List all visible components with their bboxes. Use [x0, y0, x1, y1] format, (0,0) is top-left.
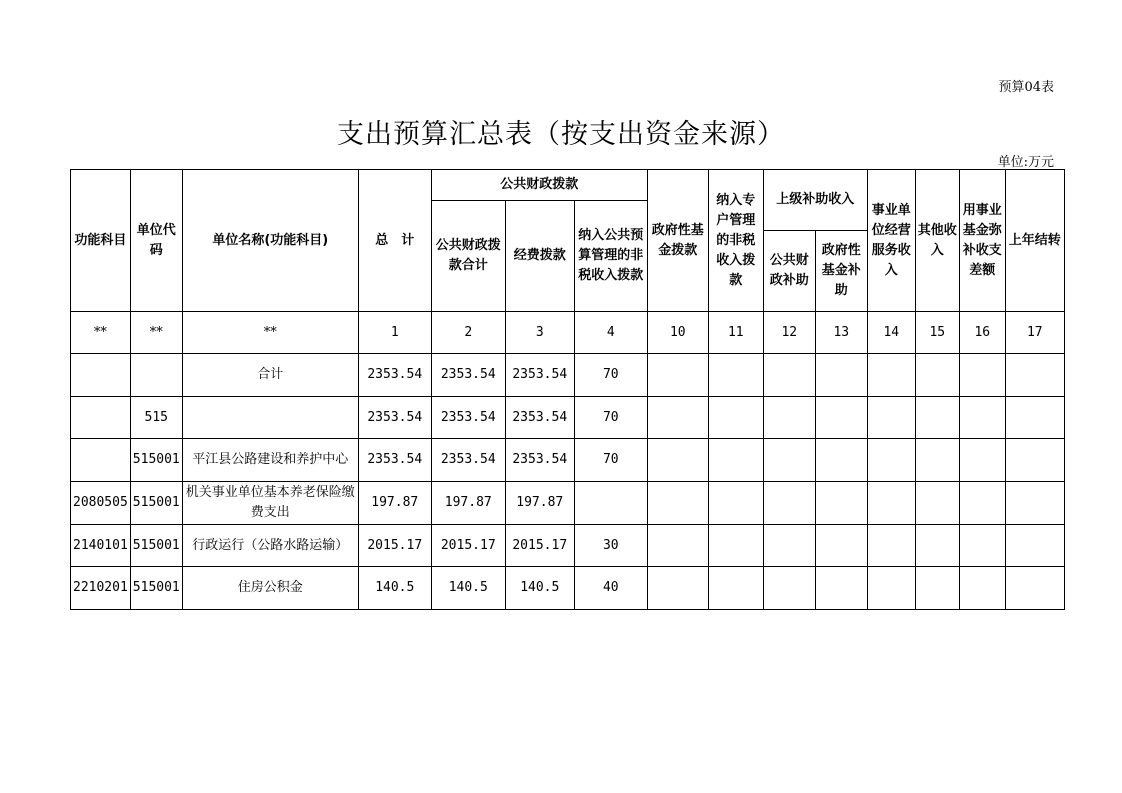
cell-pf-total: 2015.17: [431, 525, 505, 567]
cell-empty: [815, 525, 867, 567]
cell-empty: [959, 525, 1005, 567]
cell-func: [71, 439, 131, 482]
header-business-income: 事业单位经营服务收入: [867, 170, 915, 312]
cell-operating: 197.87: [505, 482, 574, 525]
header-gov-fund: 政府性基金拨款: [647, 170, 708, 312]
table-row: [71, 567, 1065, 610]
cell-operating: 2353.54: [505, 397, 574, 439]
index-cell: 4: [574, 312, 647, 354]
cell-empty: [708, 567, 763, 610]
cell-empty: [647, 397, 708, 439]
cell-empty: [815, 354, 867, 397]
cell-code: [130, 354, 182, 397]
header-func-subject: 功能科目: [71, 170, 131, 312]
index-cell: **: [182, 312, 358, 354]
index-cell: 3: [505, 312, 574, 354]
cell-empty: [1005, 354, 1064, 397]
cell-code: 515001: [130, 525, 182, 567]
cell-empty: [647, 354, 708, 397]
cell-empty: [763, 567, 815, 610]
cell-empty: [708, 354, 763, 397]
header-last-year: 上年结转: [1005, 170, 1064, 312]
header-fund-balance: 用事业基金弥补收支差额: [959, 170, 1005, 312]
header-nontax-budget: 纳入公共预算管理的非税收入拨款: [574, 201, 647, 312]
cell-name: 住房公积金: [182, 567, 358, 610]
index-cell: **: [130, 312, 182, 354]
table-row: [71, 397, 1065, 439]
header-unit-code: 单位代码: [130, 170, 182, 312]
table-row: [71, 439, 1065, 482]
cell-empty: [815, 482, 867, 525]
cell-empty: [708, 397, 763, 439]
header-other-income: 其他收入: [915, 170, 959, 312]
cell-name: 机关事业单位基本养老保险缴费支出: [182, 482, 358, 525]
cell-pf-total: 2353.54: [431, 439, 505, 482]
header-operating-funds: 经费拨款: [505, 201, 574, 312]
cell-pf-total: 2353.54: [431, 397, 505, 439]
cell-empty: [647, 525, 708, 567]
cell-pf-total: 197.87: [431, 482, 505, 525]
cell-func: 2140101: [71, 525, 131, 567]
cell-operating: 2015.17: [505, 525, 574, 567]
index-cell: 11: [708, 312, 763, 354]
cell-code: 515: [130, 397, 182, 439]
cell-total: 2015.17: [358, 525, 431, 567]
cell-func: 2210201: [71, 567, 131, 610]
header-public-subsidy: 公共财政补助: [763, 231, 815, 312]
cell-empty: [815, 439, 867, 482]
cell-empty: [915, 439, 959, 482]
index-cell: 12: [763, 312, 815, 354]
header-pf-total: 公共财政拨款合计: [431, 201, 505, 312]
cell-code: 515001: [130, 482, 182, 525]
cell-pf-total: 2353.54: [431, 354, 505, 397]
cell-total: 140.5: [358, 567, 431, 610]
cell-empty: [915, 482, 959, 525]
cell-total: 2353.54: [358, 354, 431, 397]
cell-empty: [647, 482, 708, 525]
index-cell: 15: [915, 312, 959, 354]
cell-empty: [915, 397, 959, 439]
cell-empty: [867, 439, 915, 482]
cell-empty: [763, 439, 815, 482]
index-cell: 1: [358, 312, 431, 354]
cell-func: 2080505: [71, 482, 131, 525]
cell-empty: [867, 525, 915, 567]
header-public-finance: 公共财政拨款: [431, 170, 647, 201]
header-total: 总 计: [358, 170, 431, 312]
cell-nontax: 70: [574, 397, 647, 439]
table-number: 预算04表: [998, 80, 1054, 95]
cell-name: 行政运行（公路水路运输）: [182, 525, 358, 567]
header-unit-name: 单位名称(功能科目): [182, 170, 358, 312]
cell-empty: [647, 439, 708, 482]
cell-name: 合计: [182, 354, 358, 397]
index-cell: 17: [1005, 312, 1064, 354]
index-cell: 14: [867, 312, 915, 354]
cell-empty: [708, 439, 763, 482]
cell-operating: 2353.54: [505, 439, 574, 482]
cell-total: 197.87: [358, 482, 431, 525]
cell-code: 515001: [130, 567, 182, 610]
cell-total: 2353.54: [358, 439, 431, 482]
cell-pf-total: 140.5: [431, 567, 505, 610]
header-superior-subsidy: 上级补助收入: [763, 170, 867, 231]
cell-empty: [915, 354, 959, 397]
table-row: [71, 482, 1065, 525]
budget-table: [70, 169, 1065, 610]
header-gov-fund-subsidy: 政府性基金补助: [815, 231, 867, 312]
header-special-nontax: 纳入专户管理的非税收入拨款: [708, 170, 763, 312]
cell-empty: [763, 525, 815, 567]
cell-nontax: 40: [574, 567, 647, 610]
index-cell: 10: [647, 312, 708, 354]
cell-total: 2353.54: [358, 397, 431, 439]
cell-empty: [815, 567, 867, 610]
cell-code: 515001: [130, 439, 182, 482]
cell-name: [182, 397, 358, 439]
index-cell: 16: [959, 312, 1005, 354]
cell-func: [71, 397, 131, 439]
index-cell: **: [71, 312, 131, 354]
unit-label: 单位:万元: [997, 155, 1054, 170]
cell-empty: [867, 482, 915, 525]
cell-empty: [1005, 439, 1064, 482]
cell-empty: [915, 567, 959, 610]
cell-empty: [959, 567, 1005, 610]
cell-nontax: 30: [574, 525, 647, 567]
cell-empty: [1005, 397, 1064, 439]
cell-empty: [959, 397, 1005, 439]
cell-empty: [763, 397, 815, 439]
cell-operating: 2353.54: [505, 354, 574, 397]
page-title: 支出预算汇总表（按支出资金来源）: [337, 119, 785, 150]
cell-empty: [915, 525, 959, 567]
cell-empty: [1005, 525, 1064, 567]
cell-nontax: 70: [574, 439, 647, 482]
table-row: [71, 354, 1065, 397]
cell-empty: [708, 525, 763, 567]
cell-nontax: 70: [574, 354, 647, 397]
cell-empty: [867, 354, 915, 397]
cell-empty: [708, 482, 763, 525]
cell-name: 平江县公路建设和养护中心: [182, 439, 358, 482]
cell-empty: [815, 397, 867, 439]
cell-empty: [867, 567, 915, 610]
index-row: [71, 312, 1065, 354]
cell-empty: [763, 482, 815, 525]
cell-func: [71, 354, 131, 397]
cell-empty: [1005, 482, 1064, 525]
cell-empty: [1005, 567, 1064, 610]
index-cell: 13: [815, 312, 867, 354]
cell-empty: [959, 354, 1005, 397]
index-cell: 2: [431, 312, 505, 354]
cell-empty: [763, 354, 815, 397]
cell-empty: [647, 567, 708, 610]
cell-empty: [959, 439, 1005, 482]
cell-nontax: [574, 482, 647, 525]
cell-empty: [867, 397, 915, 439]
cell-operating: 140.5: [505, 567, 574, 610]
table-row: [71, 525, 1065, 567]
cell-empty: [959, 482, 1005, 525]
